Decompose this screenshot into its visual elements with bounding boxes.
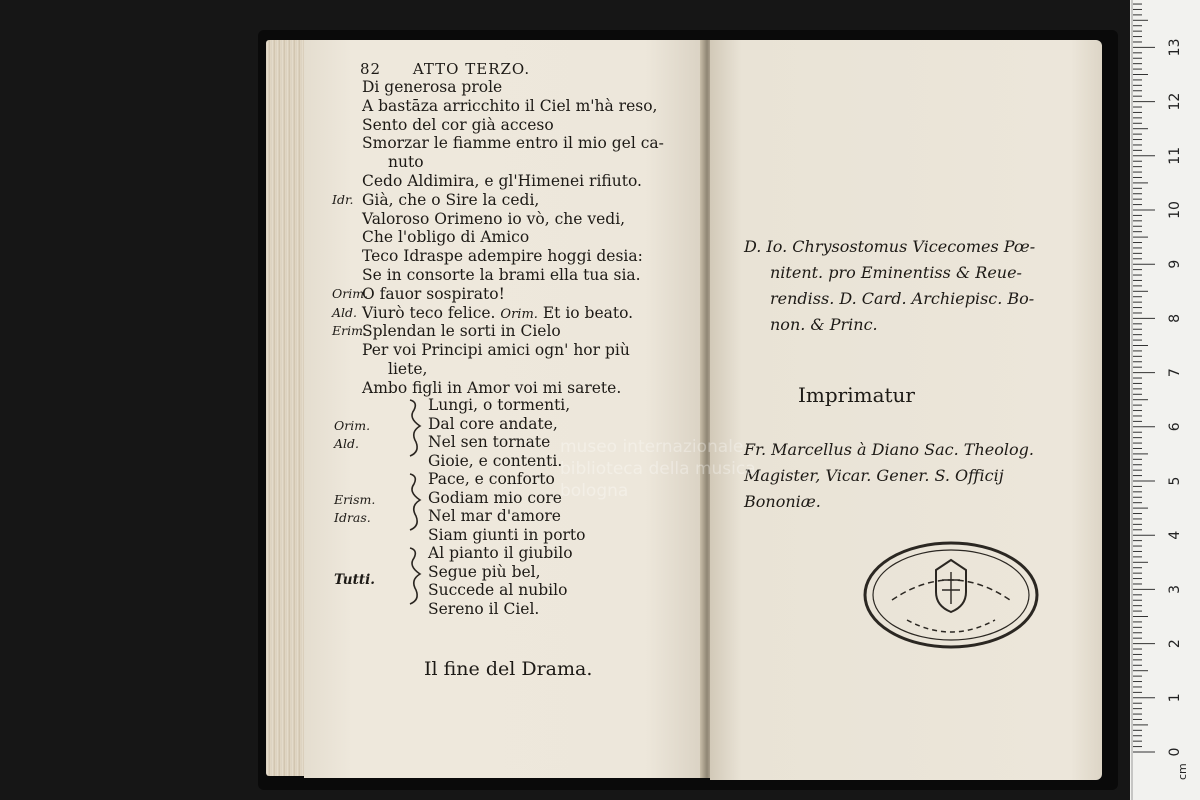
speaker-tag: Erim.	[332, 323, 367, 339]
text-line: D. Io. Chrysostomus Vicecomes Pœ-	[744, 237, 1036, 256]
library-stamp	[862, 540, 1040, 650]
ruler-label: 12	[1167, 92, 1183, 111]
ruler-label: 8	[1167, 313, 1183, 323]
speaker-tag: Orim.	[334, 418, 371, 433]
ruler-label: 1	[1167, 693, 1183, 703]
verse-line: Idr. Già, che o Sire la cedi,	[332, 190, 540, 209]
ruler-label: 0	[1167, 747, 1183, 757]
ruler-label: 9	[1167, 259, 1183, 269]
song-line: Nel mar d'amore	[428, 507, 561, 525]
ruler-label: 5	[1167, 476, 1183, 486]
text-line: rendiss. D. Card. Archiepisc. Bo-	[770, 289, 1035, 308]
song-line: Al pianto il giubilo	[428, 544, 573, 562]
ruler-unit: cm	[1176, 763, 1189, 780]
page-number: 82	[360, 60, 382, 78]
ruler-label: 7	[1167, 368, 1183, 378]
verse-line: Se in consorte la brami ella tua sia.	[362, 265, 641, 284]
left-page	[304, 40, 706, 778]
text-line: nitent. pro Eminentiss & Reue-	[770, 263, 1022, 282]
text-line: non. & Princ.	[770, 315, 878, 334]
verse-line: A bastāza arricchito il Ciel m'hà reso,	[362, 96, 658, 115]
song-line: Dal core andate,	[428, 414, 558, 433]
text-line: Bononiæ.	[744, 492, 821, 511]
verse-line: Sento del cor già acceso	[362, 115, 554, 134]
song-line: Gioie, e contenti.	[428, 451, 563, 470]
speaker-tag: Orim.	[500, 306, 538, 322]
verse-line: Che l'obligo di Amico	[362, 228, 530, 247]
song-line: Segue più bel,	[428, 562, 541, 581]
ruler-label: 3	[1167, 584, 1183, 594]
song-line: Succede al nubilo	[428, 581, 568, 599]
measurement-ruler	[1130, 0, 1200, 800]
verse-line: Valoroso Orimeno io vò, che vedi,	[362, 209, 626, 228]
imprimatur-heading: Imprimatur	[798, 383, 915, 407]
song-line: Lungi, o tormenti,	[428, 396, 571, 414]
ruler-label: 13	[1167, 38, 1183, 57]
ruler-label: 4	[1167, 530, 1183, 540]
ruler-scale	[1130, 0, 1200, 800]
verse-line: Per voi Principi amici ogn' hor più	[362, 341, 630, 360]
speaker-tag: Orim.	[332, 285, 369, 301]
speaker-tag: Idr.	[332, 191, 354, 207]
verse-line: Ald. Viurò teco felice. Orim. Et io beato.	[332, 303, 634, 322]
song-line: Pace, e conforto	[428, 470, 555, 488]
song-line: Nel sen tornate	[428, 433, 551, 451]
running-head: ATTO TERZO.	[412, 60, 531, 78]
verse-line: nuto	[388, 153, 424, 172]
speaker-tag: Erism.	[334, 492, 376, 507]
verse-line: Smorzar le fiamme entro il mio gel ca-	[362, 134, 664, 153]
verse-line: liete,	[388, 359, 428, 378]
verse-lines	[332, 78, 702, 398]
speaker-tag: Ald.	[332, 304, 357, 320]
text-line: Fr. Marcellus à Diano Sac. Theolog.	[744, 440, 1034, 459]
song-line: Siam giunti in porto	[428, 525, 586, 544]
signature-text	[744, 437, 1094, 515]
verse-line: Ambo figli in Amor voi mi sarete.	[362, 378, 622, 397]
ruler-label: 11	[1167, 146, 1183, 165]
approval-text	[744, 234, 1084, 338]
song-line: Godiam mio core	[428, 488, 562, 507]
ruler-label: 10	[1167, 201, 1183, 219]
speaker-tag: Idras.	[334, 510, 371, 525]
watermark: museo internazionale biblioteca della musica bologna	[560, 437, 756, 501]
ruler-label: 2	[1167, 639, 1183, 649]
speaker-tag: Ald.	[334, 436, 359, 451]
verse-line: Erim. Splendan le sorti in Cielo	[332, 322, 561, 341]
running-header	[360, 60, 530, 78]
right-page	[710, 40, 1102, 780]
verse-line: Orim. O fauor sospirato!	[332, 284, 505, 303]
verse-line: Cedo Aldimira, e gl'Himenei rifiuto.	[362, 171, 642, 190]
closing-line: Il fine del Drama.	[424, 658, 593, 680]
verse-line: Teco Idraspe adempire hoggi desia:	[362, 247, 643, 266]
brace-marks	[400, 398, 430, 623]
speaker-tag: Tutti.	[334, 572, 375, 588]
ruler-label: 6	[1167, 422, 1183, 432]
verse-line: Di generosa prole	[362, 78, 503, 96]
text-line: Magister, Vicar. Gener. S. Officij	[744, 466, 1004, 485]
song-line: Sereno il Ciel.	[428, 599, 540, 618]
